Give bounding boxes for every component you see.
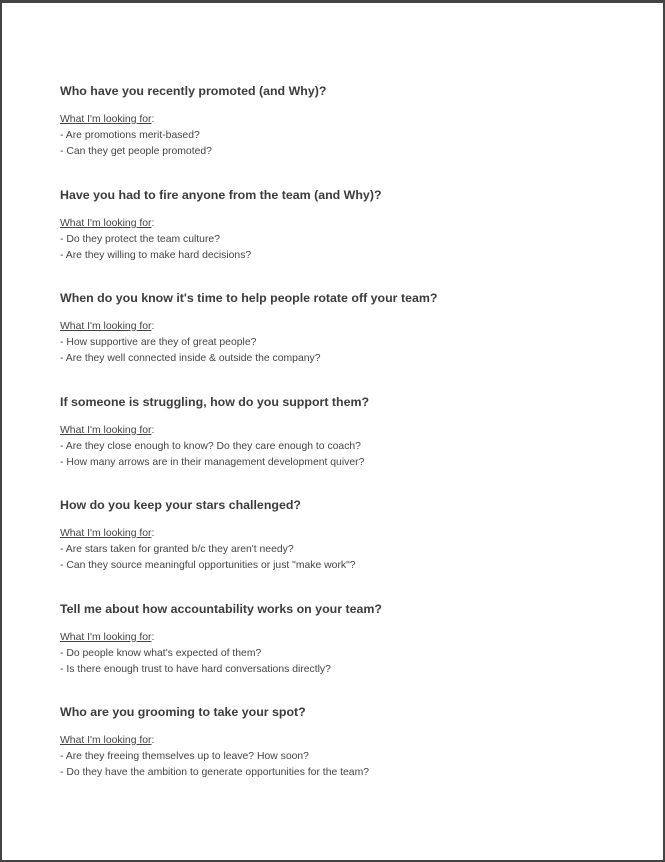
question-heading: How do you keep your stars challenged? [60,498,301,512]
criteria-point: - Can they get people promoted? [60,146,212,158]
criteria-point: - Are stars taken for granted b/c they aren't needy? [60,544,294,555]
question-heading: If someone is struggling, how do you support them? [60,394,370,409]
question-section [60,497,620,601]
question-section [60,704,620,808]
looking-for-label: What I'm looking for [60,114,152,125]
criteria-point: - Do people know what's expected of them? [60,647,262,659]
question-heading: When do you know it's time to help people rotate off your team? [60,291,438,305]
looking-for-label: What I'm looking for [60,631,152,643]
looking-for-line [60,630,620,646]
looking-for-suffix: : [151,217,155,229]
looking-for-line [60,319,620,335]
looking-for-line [60,733,620,749]
looking-for-label: What I'm looking for [60,217,152,229]
looking-for-suffix: : [151,631,155,643]
looking-for-label: What I'm looking for [60,424,152,436]
criteria-point: - Do they protect the team culture? [60,233,220,245]
looking-for-suffix: : [151,735,155,746]
criteria-point: - How many arrows are in their management development quiver? [60,456,365,468]
looking-for-label: What I'm looking for [60,321,152,332]
question-heading: Tell me about how accountability works on your team? [60,601,382,616]
criteria-point: - Is there enough trust to have hard conversations directly? [60,663,331,675]
question-section [60,83,620,187]
criteria-point: - Are they willing to make hard decisions? [60,249,252,261]
looking-for-suffix: : [151,114,155,125]
criteria-point: - Can they source meaningful opportunities or just "make work"? [60,560,356,572]
looking-for-suffix: : [151,528,155,539]
looking-for-line [60,423,620,439]
question-section [60,394,620,498]
document-content [60,83,620,808]
looking-for-line [60,526,620,542]
looking-for-label: What I'm looking for [60,528,152,539]
criteria-point: - How supportive are they of great people? [60,337,257,348]
looking-for-suffix: : [151,424,155,436]
criteria-point: - Are they freeing themselves up to leave? How soon? [60,751,309,762]
question-section [60,290,620,394]
criteria-point: - Are promotions merit-based? [60,130,200,141]
looking-for-line [60,216,620,232]
looking-for-line [60,112,620,128]
criteria-point: - Are they close enough to know? Do they care enough to coach? [60,440,361,452]
looking-for-suffix: : [151,321,155,332]
criteria-point: - Do they have the ambition to generate opportunities for the team? [60,767,370,779]
question-heading: Who have you recently promoted (and Why)? [60,84,327,98]
question-heading: Have you had to fire anyone from the team (and Why)? [60,187,382,202]
criteria-point: - Are they well connected inside & outside the company? [60,353,321,365]
question-heading: Who are you grooming to take your spot? [60,705,306,719]
question-section [60,601,620,705]
looking-for-label: What I'm looking for [60,735,152,746]
question-section [60,187,620,291]
